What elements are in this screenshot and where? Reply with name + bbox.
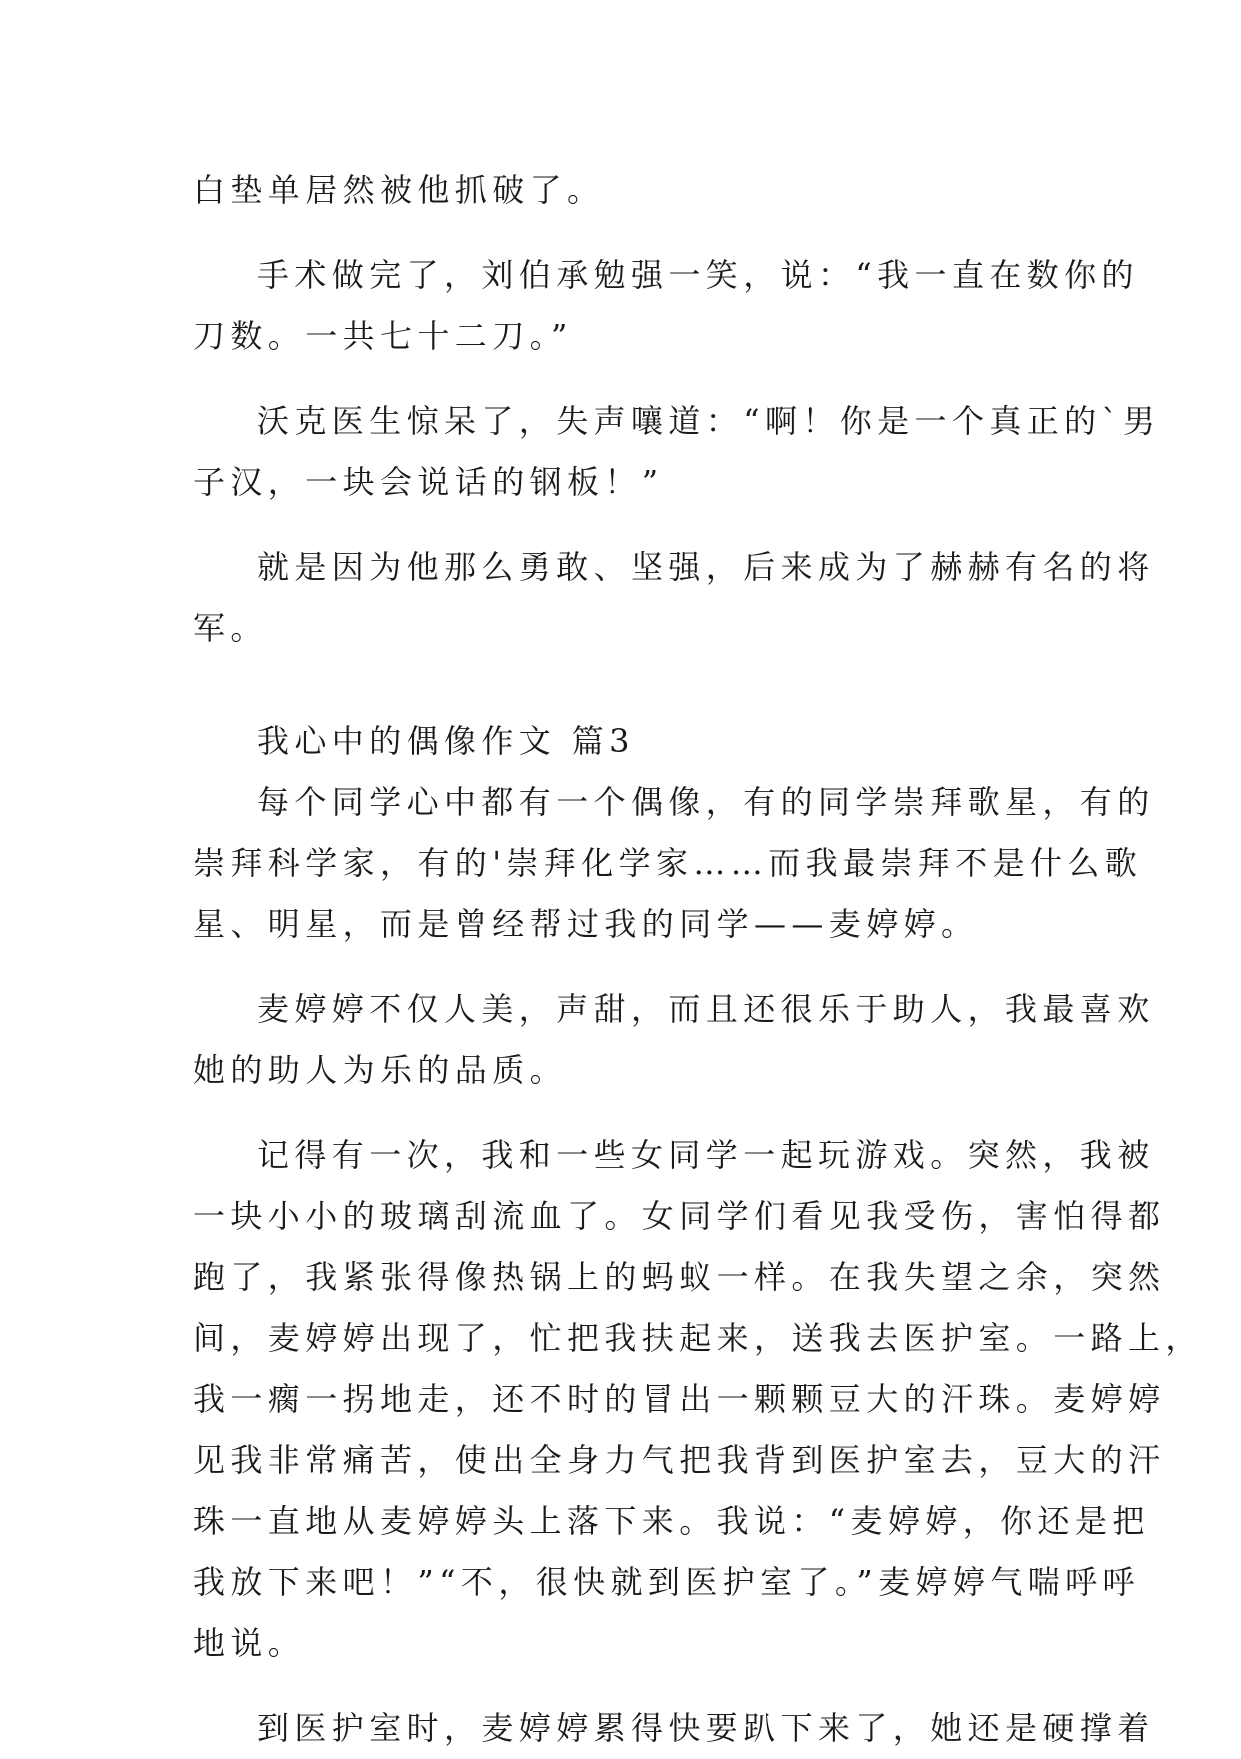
text-line: 间，麦婷婷出现了，忙把我扶起来，送我去医护室。一路上， xyxy=(193,1319,1203,1357)
text-line: 她的助人为乐的品质。 xyxy=(193,1051,568,1089)
text-line: 刀数。一共七十二刀。” xyxy=(193,317,573,355)
text-line: 就是因为他那么勇敢、坚强，后来成为了赫赫有名的将 xyxy=(257,548,1155,586)
text-block xyxy=(193,772,1203,1759)
text-line: 军。 xyxy=(193,609,268,647)
text-line: 见我非常痛苦，使出全身力气把我背到医护室去，豆大的汗 xyxy=(193,1441,1166,1479)
text-line: 白垫单居然被他抓破了。 xyxy=(193,171,605,209)
text-line: 到医护室时，麦婷婷累得快要趴下来了，她还是硬撑着 xyxy=(257,1709,1155,1747)
text-line: 我放下来吧！”“不，很快就到医护室了。”麦婷婷气喘呼呼 xyxy=(193,1563,1140,1601)
text-line: 地说。 xyxy=(193,1624,306,1662)
text-line: 我一瘸一拐地走，还不时的冒出一颗颗豆大的汗珠。麦婷婷 xyxy=(193,1380,1166,1418)
text-line: 子汉，一块会说话的钢板！” xyxy=(193,463,664,501)
text-line: 珠一直地从麦婷婷头上落下来。我说：“麦婷婷，你还是把 xyxy=(193,1502,1150,1540)
text-line: 星、明星，而是曾经帮过我的同学——麦婷婷。 xyxy=(193,905,979,943)
text-line: 麦婷婷不仅人美，声甜，而且还很乐于助人，我最喜欢 xyxy=(257,990,1155,1028)
text-line: 一块小小的玻璃刮流血了。女同学们看见我受伤，害怕得都 xyxy=(193,1197,1166,1235)
text-line: 记得有一次，我和一些女同学一起玩游戏。突然，我被 xyxy=(257,1136,1155,1174)
text-line: 每个同学心中都有一个偶像，有的同学崇拜歌星，有的 xyxy=(257,783,1155,821)
text-line: 跑了，我紧张得像热锅上的蚂蚁一样。在我失望之余，突然 xyxy=(193,1258,1166,1296)
text-line: 崇拜科学家，有的'崇拜化学家……而我最崇拜不是什么歌 xyxy=(193,844,1143,882)
document-page xyxy=(193,160,1203,1759)
text-line: 手术做完了，刘伯承勉强一笑，说：“我一直在数你的 xyxy=(257,256,1139,294)
text-block xyxy=(193,160,1161,659)
section-title: 我心中的偶像作文 篇3 xyxy=(257,722,635,760)
text-line: 沃克医生惊呆了，失声嚷道：“啊！你是一个真正的`男 xyxy=(257,402,1161,440)
